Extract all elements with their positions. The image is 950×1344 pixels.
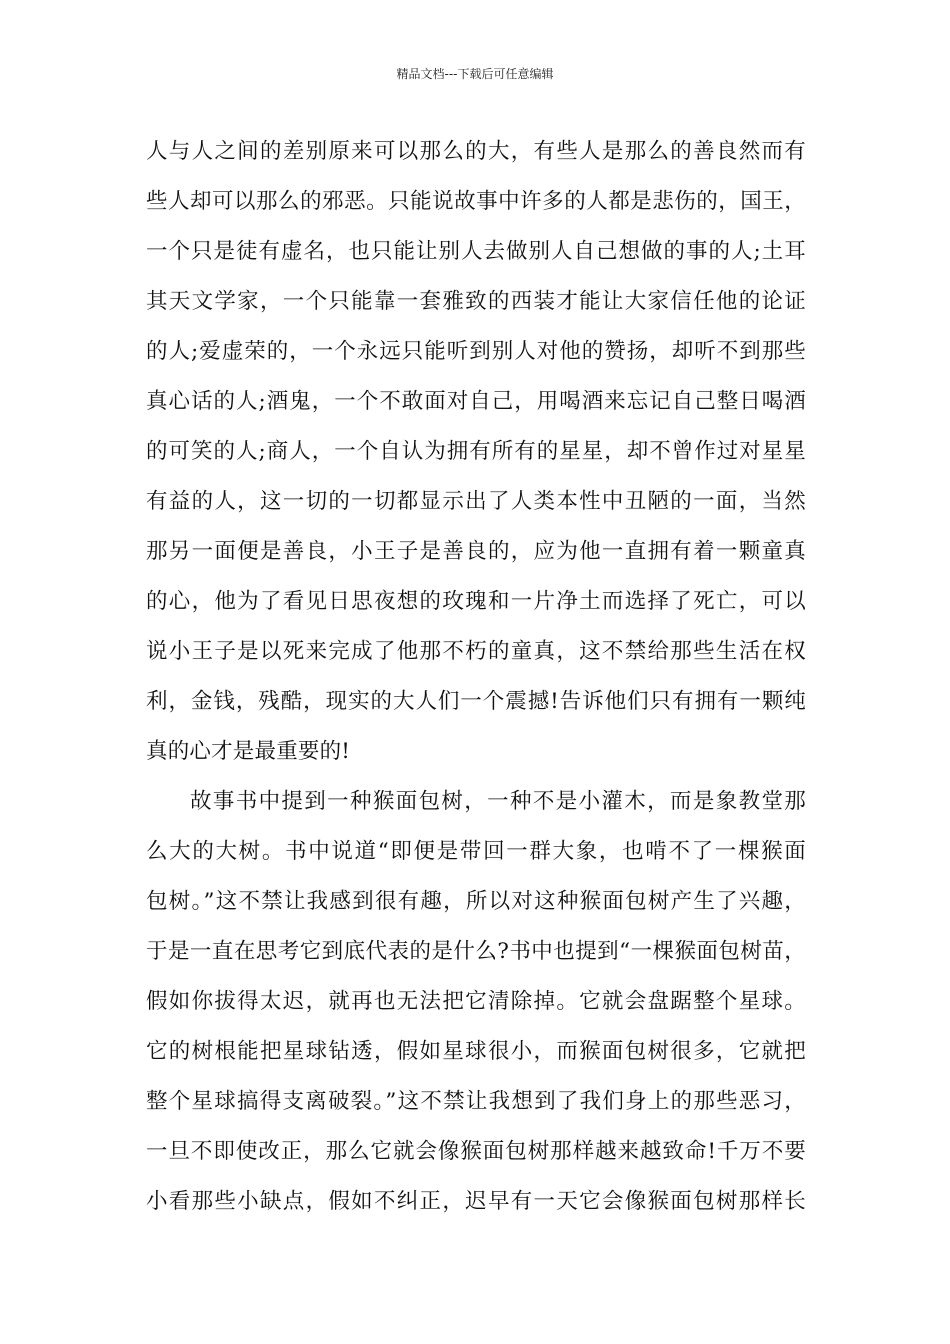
text-line: 的可笑的人;商人，一个自认为拥有所有的星星，却不曾作过对星星	[146, 439, 806, 464]
document-body	[146, 133, 806, 1233]
paragraph-1	[146, 133, 806, 783]
text-line: 整个星球搞得支离破裂。”这不禁让我想到了我们身上的那些恶习，	[146, 1089, 806, 1114]
text-line: 假如你拔得太迟，就再也无法把它清除掉。它就会盘踞整个星球。	[146, 989, 806, 1014]
text-line: 真的心才是最重要的!	[146, 739, 351, 764]
text-line: 一个只是徒有虚名，也只能让别人去做别人自己想做的事的人;土耳	[146, 239, 806, 264]
text-line: 其天文学家，一个只能靠一套雅致的西装才能让大家信任他的论证	[146, 289, 806, 314]
text-line: 于是一直在思考它到底代表的是什么?书中也提到“一棵猴面包树苗，	[146, 939, 806, 964]
text-line: 说小王子是以死来完成了他那不朽的童真，这不禁给那些生活在权	[146, 639, 806, 664]
text-line: 有益的人，这一切的一切都显示出了人类本性中丑陋的一面，当然	[146, 489, 806, 514]
text-line: 它的树根能把星球钻透，假如星球很小，而猴面包树很多，它就把	[146, 1039, 806, 1064]
text-line: 那另一面便是善良，小王子是善良的，应为他一直拥有着一颗童真	[146, 539, 806, 564]
page-header: 精品文档---下载后可任意编辑	[396, 67, 554, 81]
paragraph-2	[146, 783, 806, 1233]
text-line: 故事书中提到一种猴面包树，一种不是小灌木，而是象教堂那	[190, 789, 806, 814]
text-line: 的人;爱虚荣的，一个永远只能听到别人对他的赞扬，却听不到那些	[146, 339, 806, 364]
text-line: 小看那些小缺点，假如不纠正，迟早有一天它会像猴面包树那样长	[146, 1189, 806, 1214]
text-line: 利，金钱，残酷，现实的大人们一个震撼!告诉他们只有拥有一颗纯	[146, 689, 806, 714]
text-line: 的心，他为了看见日思夜想的玫瑰和一片净土而选择了死亡，可以	[146, 589, 806, 614]
text-line: 人与人之间的差别原来可以那么的大，有些人是那么的善良然而有	[146, 139, 806, 164]
text-line: 包树。”这不禁让我感到很有趣，所以对这种猴面包树产生了兴趣，	[146, 889, 806, 914]
text-line: 些人却可以那么的邪恶。只能说故事中许多的人都是悲伤的，国王，	[146, 189, 806, 214]
text-line: 么大的大树。书中说道“即便是带回一群大象，也啃不了一棵猴面	[146, 839, 806, 864]
text-line: 真心话的人;酒鬼，一个不敢面对自己，用喝酒来忘记自己整日喝酒	[146, 389, 806, 414]
text-line: 一旦不即使改正，那么它就会像猴面包树那样越来越致命!千万不要	[146, 1139, 806, 1164]
